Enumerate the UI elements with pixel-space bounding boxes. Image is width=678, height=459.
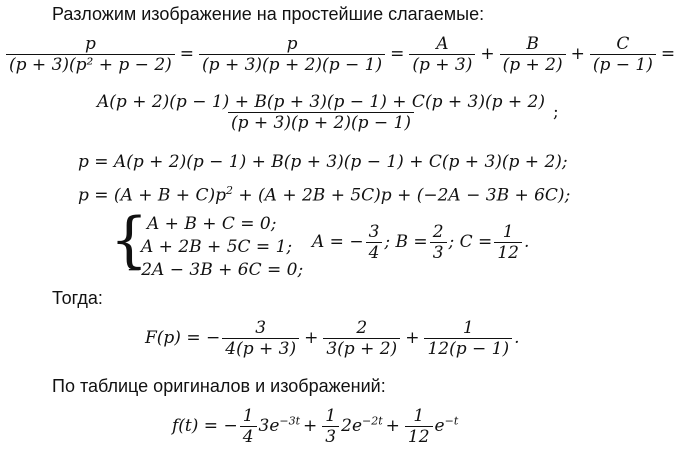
fraction (6, 34, 175, 75)
denominator: (p + 2) (500, 54, 566, 75)
table-text: По таблице оригиналов и изображений: (52, 376, 386, 396)
togda-text: Тогда: (52, 288, 103, 308)
denominator: (p − 1) (590, 54, 656, 75)
equation-expanded: $p = (A + B + C)p^2 + (A + 2B + 5C)p + (-2A - 3B + 6C)$; (78, 184, 571, 206)
fraction (500, 34, 566, 75)
fraction: $\frac{1}{4}$ (240, 406, 257, 447)
denominator: (p + 3)(p + 2)(p − 1) (228, 112, 414, 133)
equation-numerators: p = A(p + 2)(p − 1) + B(p + 3)(p − 1) + C(p + 3)(p + 2); (78, 152, 568, 172)
numerator: C (616, 34, 630, 54)
fraction: $\frac{3}{4}$ (366, 222, 383, 263)
denominator: (p + 3) (409, 54, 475, 75)
system-solution: A = − $\frac{3}{4}$ ; B = $\frac{2}{3}$ ; C = $\frac{1}{12}$ . (312, 222, 530, 263)
fraction: $\frac{3}{4(p + 3)}$ (222, 318, 299, 359)
fraction (409, 34, 475, 75)
numerator: A (436, 34, 449, 54)
numerator: B (526, 34, 539, 54)
system-row: −2A − 3B + 6C = 0; (127, 260, 304, 280)
equation-original: f(t) = − $\frac{1}{4}$ $3e^{-3t}$ + $\frac{1}{3}$ $2e^{-2t}$ + $\frac{1}{12}$ $e^{-t}$ (172, 406, 459, 447)
fraction (94, 92, 548, 133)
numerator: p (286, 34, 298, 54)
system-row: A + B + C = 0; (147, 214, 277, 234)
numerator: p (84, 34, 96, 54)
equation-system (127, 213, 303, 282)
fraction: $\frac{1}{12(p - 1)}$ (424, 318, 512, 359)
system-row: A + 2B + 5C = 1; (141, 237, 293, 257)
fraction: $\frac{2}{3}$ (430, 222, 447, 263)
intro-text: Разложим изображение на простейшие слагаемые: (52, 4, 485, 24)
denominator: (p + 3)(p + 2)(p − 1) (199, 54, 385, 75)
fraction: $\frac{1}{12}$ (494, 222, 522, 263)
fraction: $\frac{2}{3(p + 2)}$ (323, 318, 400, 359)
equation-common-denominator: $\frac{A(p + 2)(p - 1) + B(p + 3)(p - 1) + C(p + 3)(p + 2)}{(p + 3)(p + 2)(p - 1)}$ ; (92, 92, 562, 133)
fraction: $\frac{1}{12}$ (405, 406, 433, 447)
fraction: $\frac{1}{3}$ (322, 406, 339, 447)
fraction (199, 34, 385, 75)
numerator: A(p + 2)(p − 1) + B(p + 3)(p − 1) + C(p + 3)(p + 2) (97, 92, 545, 112)
system-brace: { (110, 205, 149, 275)
fraction (590, 34, 656, 75)
equation-decomposition: $\frac{p}{\text{(p + 3)(p² + p − 2)}}$ = $\frac{p}{(p + 3)(p + 2)(p - 1)}$ = $\frac{A}{(p + 3)}$ + $\frac{B}{(p + 2)}$ + $\frac{C}{(p - 1)}$ = (4, 34, 678, 75)
denominator: (p + 3)(p² + p − 2) (6, 54, 175, 75)
equation-image: F(p) = − $\frac{3}{4(p + 3)}$ + $\frac{2}{3(p + 2)}$ + $\frac{1}{12(p - 1)}$ . (145, 318, 520, 359)
